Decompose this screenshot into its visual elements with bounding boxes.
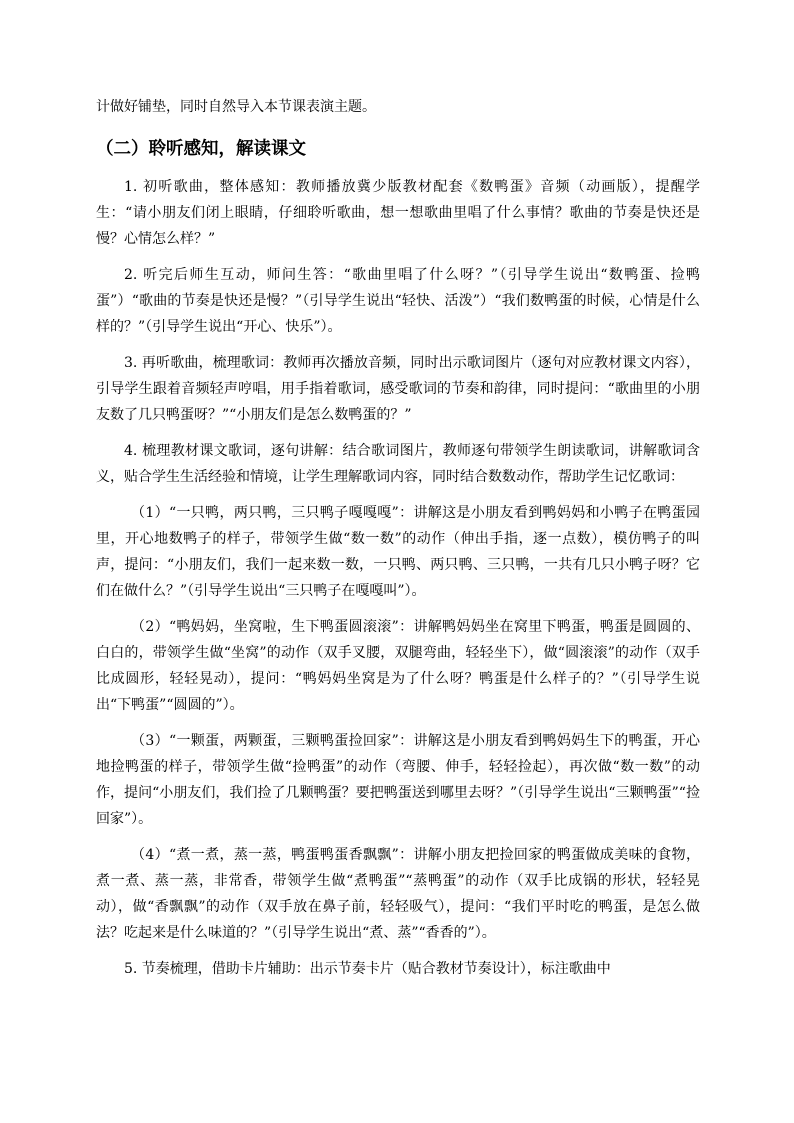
paragraph-4: 4. 梳理教材课文歌词，逐句讲解：结合歌词图片，教师逐句带领学生朗读歌词，讲解歌词含义，贴合学生生活经验和情境，让学生理解歌词内容，同时结合数数动作，帮助学生记忆歌词：: [96, 443, 700, 485]
section-heading: （二）聆听感知，解读课文: [96, 139, 306, 159]
sub-paragraph-4: （4）“煮一煮，蒸一蒸，鸭蛋鸭蛋香飘飘”：讲解小朋友把捡回家的鸭蛋做成美味的食物，煮一煮、蒸一蒸，非常香，带领学生做“煮鸭蛋”“蒸鸭蛋”的动作（双手比成锅的形状，轻轻晃动），做“香飘飘”的动作（双手放在鼻子前，轻轻吸气），提问：“我们平时吃的鸭蛋，是怎么做法？吃起来是什么味道的？”（引导学生说出“煮、蒸”“香香的”）。: [96, 847, 700, 941]
paragraph-3: 3. 再听歌曲，梳理歌词：教师再次播放音频，同时出示歌词图片（逐句对应教材课文内容），引导学生跟着音频轻声哼唱，用手指着歌词，感受歌词的节奏和韵律，同时提问：“歌曲里的小朋友数了几只鸭蛋呀？”“小朋友们是怎么数鸭蛋的？”: [96, 355, 700, 423]
paragraph-2: 2. 听完后师生互动，师问生答：“歌曲里唱了什么呀？”（引导学生说出“数鸭蛋、捡鸭蛋”）“歌曲的节奏是快还是慢？”（引导学生说出“轻快、活泼”）“我们数鸭蛋的时候，心情是什么样的？”（引导学生说出“开心、快乐”）。: [96, 267, 700, 335]
paragraph-1: 1. 初听歌曲，整体感知：教师播放冀少版教材配套《数鸭蛋》音频（动画版），提醒学生：“请小朋友们闭上眼睛，仔细聆听歌曲，想一想歌曲里唱了什么事情？歌曲的节奏是快还是慢？心情怎么样？”: [96, 179, 700, 247]
continuation-text: 计做好铺垫，同时自然导入本节课表演主题。: [96, 99, 376, 115]
closing-paragraph: 5. 节奏梳理，借助卡片辅助：出示节奏卡片（贴合教材节奏设计），标注歌曲中: [124, 961, 611, 977]
document-page: [96, 94, 700, 992]
sub-paragraph-2: （2）“鸭妈妈，坐窝啦，生下鸭蛋圆滚滚”：讲解鸭妈妈坐在窝里下鸭蛋，鸭蛋是圆圆的、白白的，带领学生做“坐窝”的动作（双手叉腰，双腿弯曲，轻轻坐下），做“圆滚滚”的动作（双手比成圆形，轻轻晃动），提问：“鸭妈妈坐窝是为了什么呀？鸭蛋是什么样子的？”（引导学生说出“下鸭蛋”“圆圆的”）。: [96, 619, 700, 713]
sub-paragraph-1: （1）“一只鸭，两只鸭，三只鸭子嘎嘎嘎”：讲解这是小朋友看到鸭妈妈和小鸭子在鸭蛋园里，开心地数鸭子的样子，带领学生做“数一数”的动作（伸出手指，逐一点数），模仿鸭子的叫声，提问：“小朋友们，我们一起来数一数，一只鸭、两只鸭、三只鸭，一共有几只小鸭子呀？它们在做什么？”（引导学生说出“三只鸭子在嘎嘎叫”）。: [96, 505, 700, 599]
sub-paragraph-3: （3）“一颗蛋，两颗蛋，三颗鸭蛋捡回家”：讲解这是小朋友看到鸭妈妈生下的鸭蛋，开心地捡鸭蛋的样子，带领学生做“捡鸭蛋”的动作（弯腰、伸手，轻轻捡起），再次做“数一数”的动作，提问“小朋友们，我们捡了几颗鸭蛋？要把鸭蛋送到哪里去呀？”（引导学生说出“三颗鸭蛋”“捡回家”）。: [96, 733, 700, 827]
